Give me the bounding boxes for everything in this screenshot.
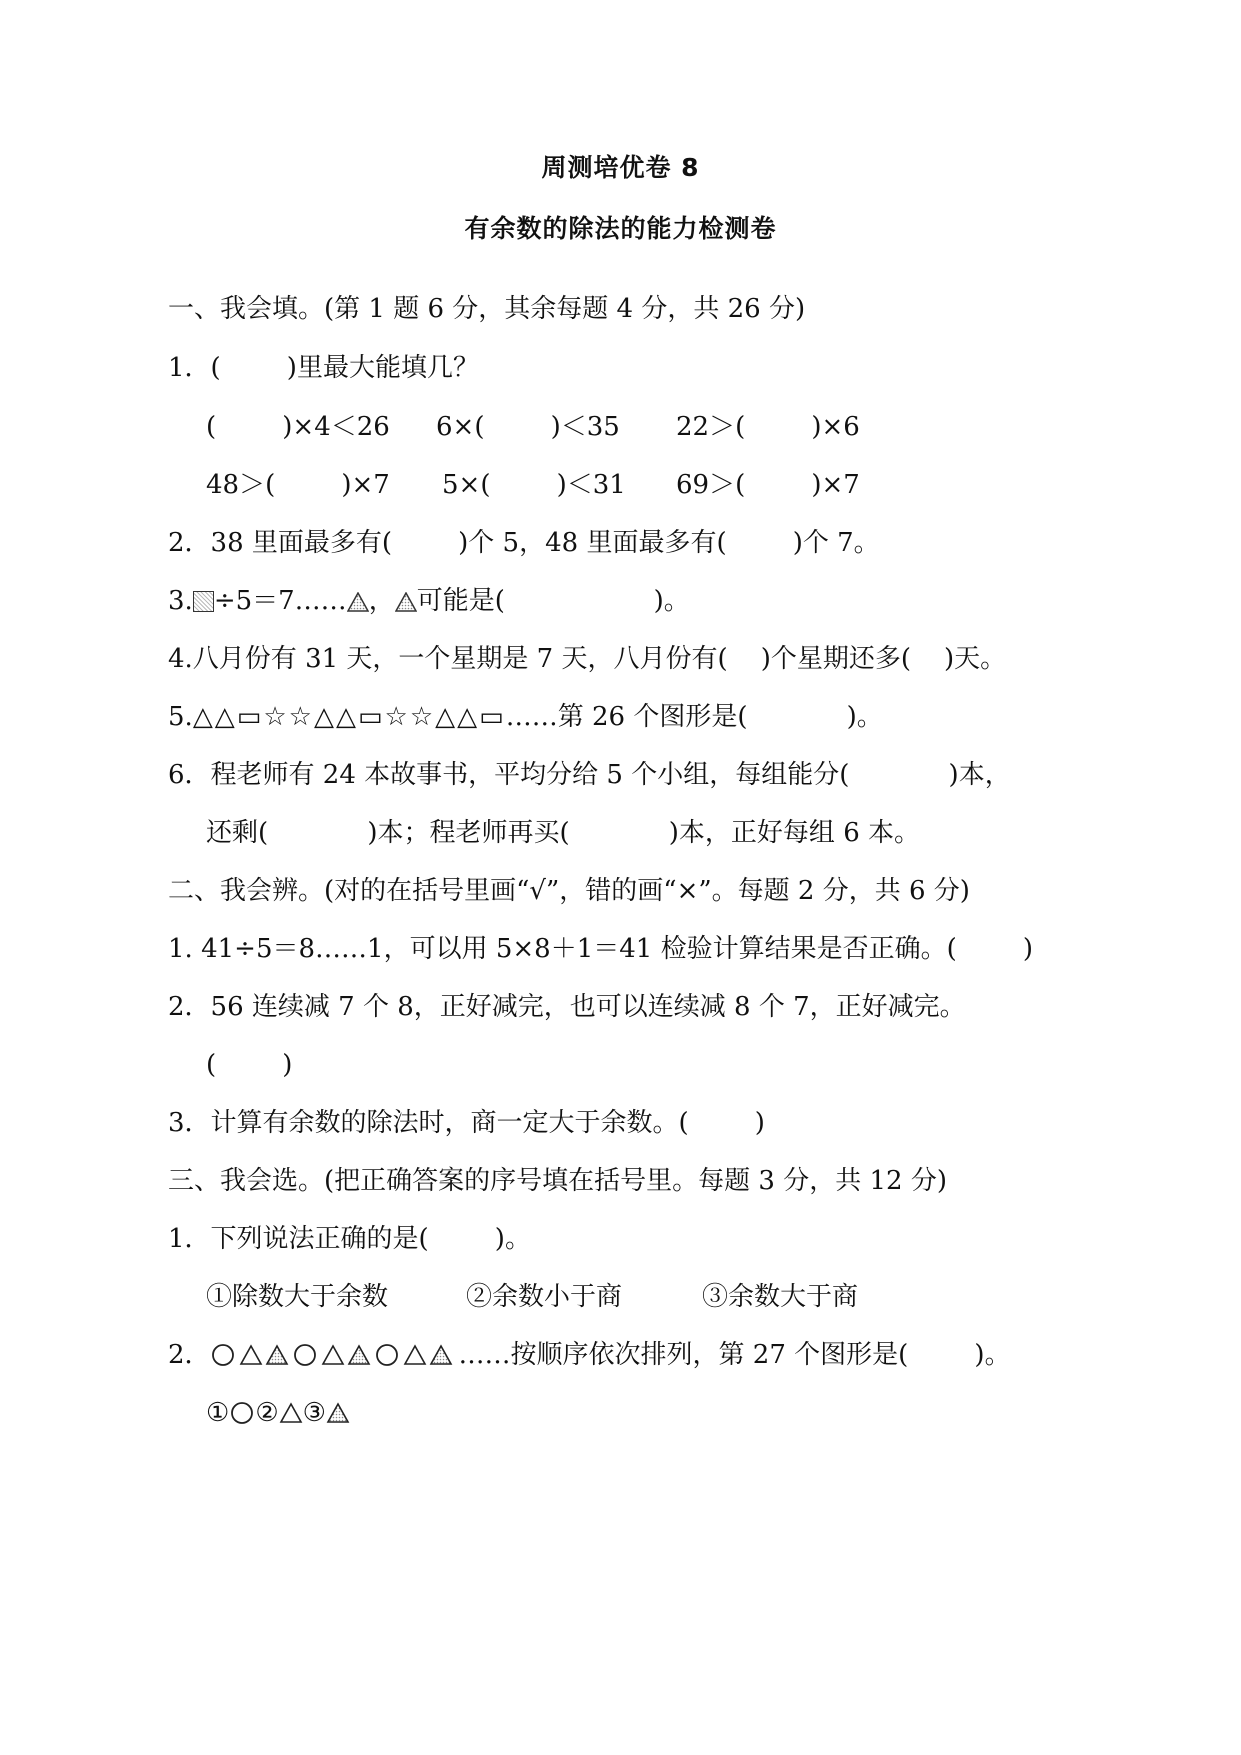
shaded-triangle-icon <box>326 1401 350 1425</box>
s3-q2-number: 2． <box>168 1340 211 1370</box>
s3-q1-prompt: 1．下列说法正确的是( )。 <box>168 1224 531 1254</box>
q6-line2: 还剩( )本；程老师再买( )本，正好每组 6 本。 <box>206 818 920 848</box>
q2-text: 2．38 里面最多有( )个 5，48 里面最多有( )个 7。 <box>168 528 880 558</box>
q5-shape-sequence: △△▭☆☆△△▭☆☆△△▭ <box>192 702 506 732</box>
q3-number: 3. <box>168 586 193 616</box>
shaded-triangle-icon <box>349 1346 369 1364</box>
q1-item: 6×( )＜35 <box>436 412 620 442</box>
s3-q2-question: ……按顺序依次排列，第 27 个图形是( )。 <box>458 1340 1011 1370</box>
s2-q2-line2: ( ) <box>206 1050 293 1080</box>
q1-item: 48＞( )×7 <box>206 470 390 500</box>
outline-triangle-icon <box>323 1346 343 1364</box>
s3-q1-option: ②余数小于商 <box>466 1282 623 1312</box>
circle-icon <box>213 1345 233 1365</box>
q5-text <box>168 700 883 734</box>
q3-text <box>168 584 690 618</box>
s3-q1-option: ③余数大于商 <box>702 1282 859 1312</box>
s2-q3-text: 3．计算有余数的除法时，商一定大于余数。( ) <box>168 1108 765 1138</box>
q1-item: 22＞( )×6 <box>676 412 860 442</box>
shaded-triangle-icon <box>267 1346 287 1364</box>
s3-q2-options <box>206 1396 350 1430</box>
q5-question: ……第 26 个图形是( )。 <box>505 702 883 732</box>
outline-triangle-icon <box>241 1346 261 1364</box>
option-label: ② <box>255 1398 279 1428</box>
q5-number: 5. <box>168 702 193 732</box>
q1-item: 69＞( )×7 <box>676 470 860 500</box>
shaded-triangle-icon <box>347 592 369 612</box>
shaded-triangle-icon <box>431 1346 451 1364</box>
option-label: ① <box>206 1398 230 1428</box>
s2-q1-text: 1. 41÷5＝8……1，可以用 5×8＋1＝41 检验计算结果是否正确。( ) <box>168 934 1033 964</box>
circle-icon <box>377 1345 397 1365</box>
q3-comma: ， <box>368 586 395 616</box>
outline-triangle-icon <box>279 1401 303 1425</box>
section2-heading: 二、我会辨。(对的在括号里画“√”，错的画“×”。每题 2 分，共 6 分) <box>168 876 970 906</box>
section1-heading: 一、我会填。(第 1 题 6 分，其余每题 4 分，共 26 分) <box>168 294 806 324</box>
s3-q1-option: ①除数大于余数 <box>206 1282 389 1312</box>
s2-q2-line1: 2．56 连续减 7 个 8，正好减完，也可以连续减 8 个 7，正好减完。 <box>168 992 966 1022</box>
shaded-square-icon <box>193 591 214 612</box>
shape-sequence <box>211 1343 459 1367</box>
q3-expression: ÷5＝7…… <box>213 586 347 616</box>
q1-item: ( )×4＜26 <box>206 412 390 442</box>
q1-item: 5×( )＜31 <box>442 470 626 500</box>
section3-heading: 三、我会选。(把正确答案的序号填在括号里。每题 3 分，共 12 分) <box>168 1166 947 1196</box>
q4-text: 4.八月份有 31 天，一个星期是 7 天，八月份有( )个星期还多( )天。 <box>168 644 1007 674</box>
s3-q2-text <box>168 1338 1011 1372</box>
q6-line1: 6．程老师有 24 本故事书，平均分给 5 个小组，每组能分( )本， <box>168 760 1011 790</box>
q1-prompt: 1．( )里最大能填几？ <box>168 353 479 383</box>
page-subtitle: 有余数的除法的能力检测卷 <box>464 214 777 243</box>
shaded-triangle-icon <box>395 592 417 612</box>
circle-icon <box>295 1345 315 1365</box>
circle-icon <box>229 1401 255 1425</box>
option-label: ③ <box>302 1398 326 1428</box>
page-title: 周测培优卷 8 <box>541 153 700 182</box>
q3-question: 可能是( )。 <box>416 586 690 616</box>
outline-triangle-icon <box>405 1346 425 1364</box>
